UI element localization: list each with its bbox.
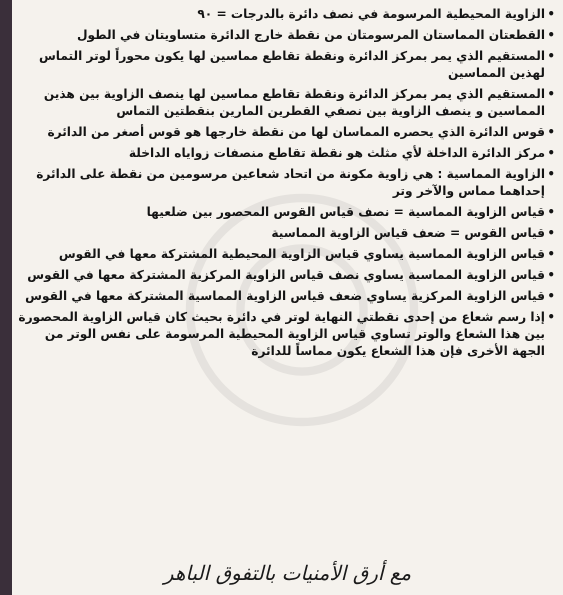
list-item: • قياس الزاوية المماسية يساوي قياس الزاوية المحيطية المشتركة معها في القوس [18, 246, 555, 263]
list-item: • المستقيم الذي يمر بمركز الدائرة ونقطة تقاطع مماسين لها يكون محوراً لوتر التماس لهذين المماسين [18, 48, 555, 82]
list-item: • مركز الدائرة الداخلة لأي مثلث هو نقطة تقاطع منصفات زواياه الداخلة [18, 145, 555, 162]
list-item: • إذا رسم شعاع من إحدى نقطتي النهاية لوتر في دائرة بحيث كان قياس الزاوية المحصورة بين هذا الشعاع والوتر تساوي قياس الزاوية المحيطية المرسومة على نفس الوتر من الجهة الأخرى فإن هذا الشعاع يكون مماساً للدائرة [18, 309, 555, 360]
list-item: • قياس الزاوية المماسية يساوي نصف قياس الزاوية المركزية المشتركة معها في القوس [18, 267, 555, 284]
list-item: • قياس الزاوية المماسية = نصف قياس القوس المحصور بين ضلعيها [18, 204, 555, 221]
list-item: • الزاوية المحيطية المرسومة في نصف دائرة بالدرجات = ٩٠ [18, 6, 555, 23]
list-item: • الزاوية المماسية : هي زاوية مكونة من اتحاد شعاعين مرسومين من نقطة على الدائرة إحداهما مماس والآخر وتر [18, 166, 555, 200]
list-item: • قياس القوس = ضعف قياس الزاوية المماسية [18, 225, 555, 242]
list-item: • قياس الزاوية المركزية يساوي ضعف قياس الزاوية المماسية المشتركة معها في القوس [18, 288, 555, 305]
list-item: • القطعتان المماستان المرسومتان من نقطة خارج الدائرة متساويتان في الطول [18, 27, 555, 44]
closing-signature: مع أرق الأمنيات بالتفوق الباهر [163, 561, 412, 585]
list-item: • المستقيم الذي يمر بمركز الدائرة ونقطة تقاطع مماسين لها ينصف الزاوية بين هذين المماسين و ينصف الزاوية بين نصفي القطرين المارين بنقطتين التماس [18, 86, 555, 120]
list-item: • قوس الدائرة الذي يحصره المماسان لها من نقطة خارجها هو قوس أصغر من الدائرة [18, 124, 555, 141]
notes-list [12, 0, 563, 360]
